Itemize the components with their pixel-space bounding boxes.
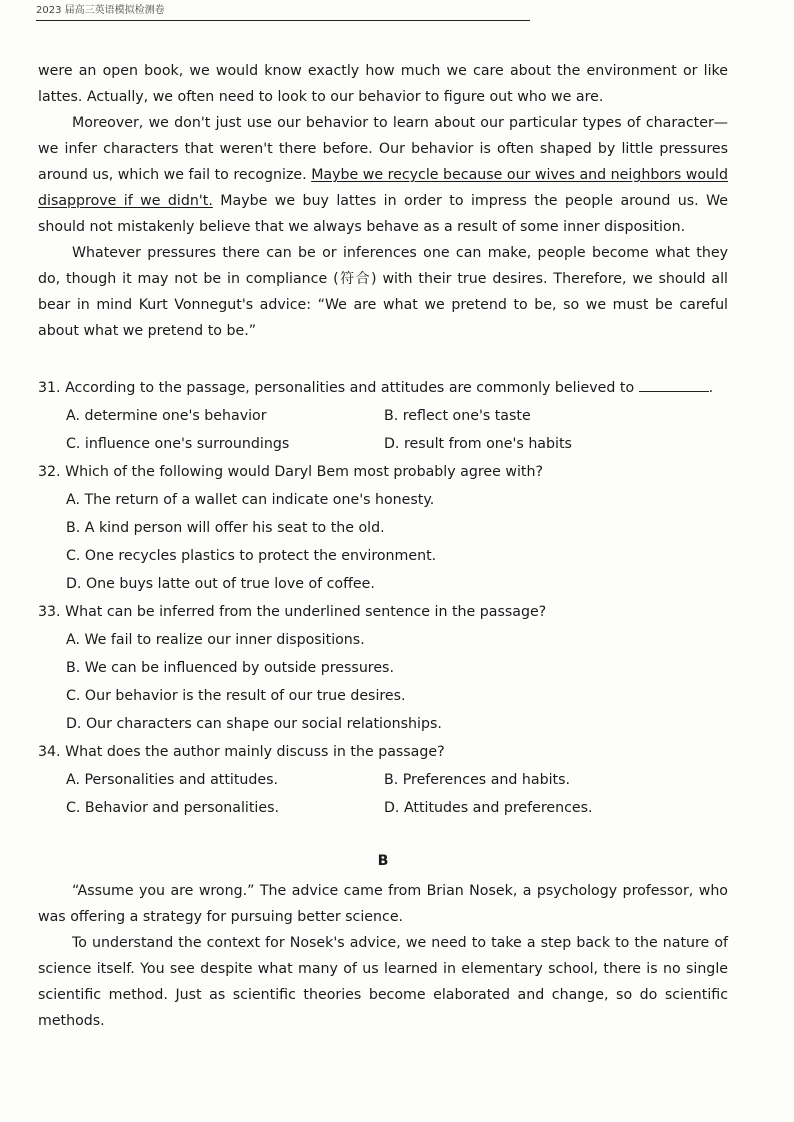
question-32 — [38, 458, 728, 598]
question-34 — [38, 738, 728, 822]
page-header: 2023 届高三英语模拟检测卷 — [36, 4, 530, 21]
passage-paragraph-3: Whatever pressures there can be or inferences one can make, people become what they do, though it may not be in compliance (符合) with their true desires. Therefore, we should all bear in mind Kurt Vonnegut's advice: “We are what we pretend to be, so we must be careful about what we pretend to be.” — [38, 245, 728, 339]
option-d: D. result from one's habits — [384, 436, 572, 452]
question-stem: 32. Which of the following would Daryl Bem most probably agree with? — [38, 464, 543, 480]
option-b: B. A kind person will offer his seat to the old. — [66, 520, 385, 536]
paragraph-2-text-after: Maybe we buy lattes in order to impress the people around us. We should not mistakenly believe that we always behave as a result of some inner disposition. — [38, 193, 729, 235]
question-31-end: . — [708, 380, 714, 396]
passage-paragraph-1: were an open book, we would know exactly how much we care about the environment or like lattes. Actually, we often need to look to our behavior to figure out who we are. — [38, 63, 728, 105]
section-b-heading: B — [377, 853, 389, 869]
option-b: B. We can be influenced by outside pressures. — [66, 660, 394, 676]
exam-page — [38, 58, 728, 1034]
option-b: B. Preferences and habits. — [384, 772, 571, 788]
option-c: C. Behavior and personalities. — [66, 800, 279, 816]
option-a: A. determine one's behavior — [66, 408, 267, 424]
option-c: C. Our behavior is the result of our true desires. — [66, 688, 406, 704]
option-d: D. One buys latte out of true love of coffee. — [66, 576, 375, 592]
section-b-paragraph-2: To understand the context for Nosek's advice, we need to take a step back to the nature of science itself. You see despite what many of us learned in elementary school, there is no single scientific method. Just as scientific theories become elaborated and change, so do scientific methods. — [38, 935, 728, 1029]
option-a: A. Personalities and attitudes. — [66, 772, 279, 788]
question-stem: 34. What does the author mainly discuss in the passage? — [38, 744, 445, 760]
question-31 — [38, 374, 728, 458]
option-a: A. We fail to realize our inner dispositions. — [66, 632, 365, 648]
question-stem — [38, 374, 728, 402]
underlined-sentence: Maybe we recycle because our wives and neighbors would disapprove if we didn't. — [38, 167, 728, 209]
option-c: C. influence one's surroundings — [66, 436, 290, 452]
section-b-paragraph-1: “Assume you are wrong.” The advice came from Brian Nosek, a psychology professor, who was offering a strategy for pursuing better science. — [38, 883, 728, 925]
passage-paragraph-2 — [38, 110, 728, 240]
option-b: B. reflect one's taste — [384, 408, 531, 424]
question-stem: 33. What can be inferred from the underlined sentence in the passage? — [38, 604, 547, 620]
option-d: D. Attitudes and preferences. — [384, 800, 593, 816]
question-31-stem: 31. According to the passage, personalities and attitudes are commonly believed to — [38, 380, 639, 396]
option-d: D. Our characters can shape our social relationships. — [66, 716, 442, 732]
question-33 — [38, 598, 728, 738]
option-a: A. The return of a wallet can indicate one's honesty. — [66, 492, 435, 508]
option-c: C. One recycles plastics to protect the environment. — [66, 548, 437, 564]
paragraph-2-text-before: Moreover, we don't just use our behavior to learn about our particular types of character—we infer characters that weren't there before. Our behavior is often shaped by little pressures around us, which we fail to recognize. — [38, 115, 728, 183]
answer-blank — [639, 377, 709, 392]
